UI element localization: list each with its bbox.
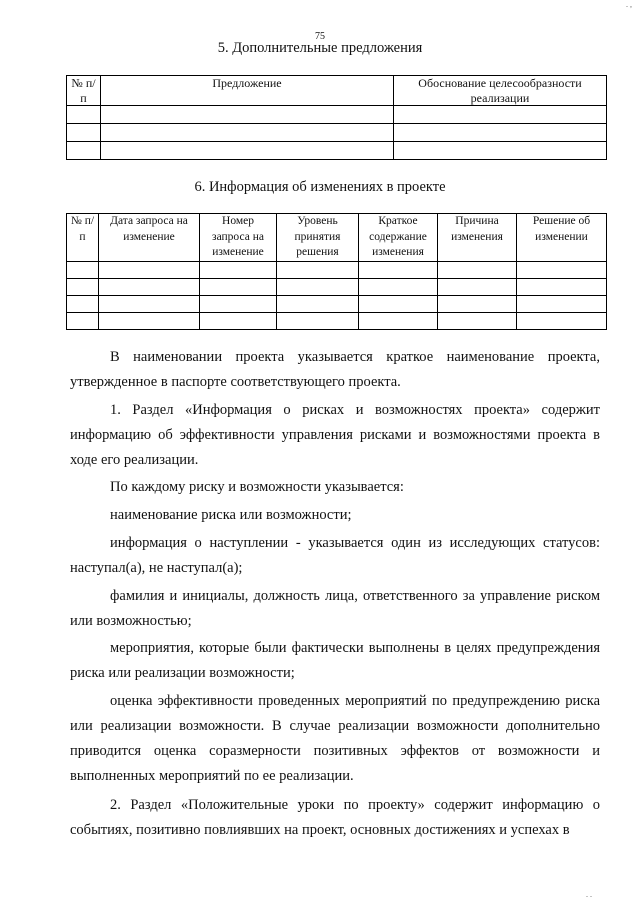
project-changes-table [66, 213, 607, 330]
additional-proposals-table [66, 75, 607, 160]
table-row [67, 295, 607, 312]
paragraph-responsible: фамилия и инициалы, должность лица, ответственного за управление риском или возможностью; [70, 588, 600, 629]
col-request-date: Дата запроса на изменение [99, 214, 200, 262]
table-row [67, 312, 607, 329]
table-row [67, 124, 607, 142]
paragraph-occurrence: информация о наступлении - указывается один из исследующих статусов: наступал(а), не наступал(а); [70, 535, 600, 576]
col-change-reason: Причина изменения [438, 214, 517, 262]
page-number: 75 [315, 31, 325, 42]
table-row [67, 106, 607, 124]
paragraph-risk-name: наименование риска или возможности; [110, 507, 352, 523]
col-change-summary: Краткое содержание изменения [359, 214, 438, 262]
col-number: № п/п [67, 214, 99, 262]
paragraph-evaluation: оценка эффективности проведенных мероприятий по предупреждению риска или реализации возможности. В случае реализации возможности дополнительно приводится оценка соразмерности позитивных эффектов от возможности и выполненных мероприятий по ее реализации. [70, 693, 600, 784]
paragraph-section2: 2. Раздел «Положительные уроки по проекту» содержит информацию о событиях, позитивно повлиявших на проект, основных достижениях и успехах в [70, 797, 600, 838]
col-decision-level: Уровень принятия решения [277, 214, 359, 262]
corner-mark-top: . , [626, 0, 632, 9]
section5-title: 5. Дополнительные предложения [217, 40, 423, 56]
col-change-decision: Решение об изменении [517, 214, 607, 262]
table-header-row [67, 76, 607, 106]
col-proposal: Предложение [101, 76, 394, 106]
table-row [67, 278, 607, 295]
table-header-row [67, 214, 607, 262]
table-row [67, 261, 607, 278]
paragraph-project-name: В наименовании проекта указывается краткое наименование проекта, утвержденное в паспорте соответствующего проекта. [70, 349, 600, 390]
paragraph-measures: мероприятия, которые были фактически выполнены в целях предупреждения риска или реализации возможности; [70, 640, 600, 681]
paragraph-per-risk: По каждому риску и возможности указывается: [110, 479, 404, 495]
paragraph-section1: 1. Раздел «Информация о рисках и возможностях проекта» содержит информацию об эффективности управления рисками и возможностями проекта в ходе его реализации. [70, 402, 600, 468]
table-row [67, 142, 607, 160]
col-request-number: Номер запроса на изменение [200, 214, 277, 262]
section6-title: 6. Информация об изменениях в проекте [194, 179, 446, 195]
col-justification: Обоснование целесообразности реализации [394, 76, 607, 106]
corner-mark-bottom: . . [586, 890, 592, 899]
col-number: № п/п [67, 76, 101, 106]
